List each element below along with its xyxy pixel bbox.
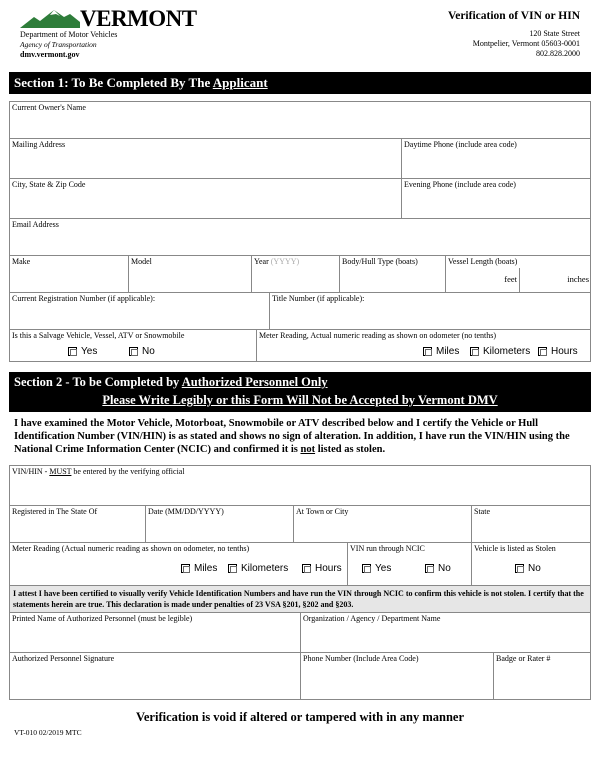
organization-field[interactable]: [300, 612, 591, 653]
meter-reading-field[interactable]: [256, 329, 591, 362]
salvage-no-checkbox[interactable]: No: [129, 346, 155, 357]
registered-state-field[interactable]: [9, 505, 146, 543]
checkbox-icon: [515, 564, 524, 573]
salvage-yes-checkbox[interactable]: Yes: [68, 346, 97, 357]
field-label: Organization / Agency / Department Name: [303, 614, 441, 623]
field-label: Body/Hull Type (boats): [342, 257, 418, 266]
checkbox-icon: [302, 564, 311, 573]
field-label: Registered in The State Of: [12, 507, 98, 516]
field-label: Phone Number (Include Area Code): [303, 654, 419, 663]
year-format-hint: (YYYY): [270, 257, 300, 266]
field-label: Evening Phone (include area code): [404, 180, 516, 189]
field-label: Current Owner's Name: [12, 103, 86, 112]
field-label: State: [474, 507, 490, 516]
field-label: Printed Name of Authorized Personnel (must be legible): [12, 614, 193, 623]
mailing-address-field[interactable]: [9, 138, 402, 179]
website-link[interactable]: dmv.vermont.gov: [20, 50, 80, 59]
section-1-header: [9, 72, 591, 94]
field-label: VIN run through NCIC: [350, 544, 425, 553]
field-label: Date (MM/DD/YYYY): [148, 507, 224, 516]
ncic-yes-checkbox[interactable]: Yes: [362, 563, 391, 574]
field-label: Current Registration Number (if applicable):: [12, 294, 156, 303]
section-1-title: Section 1: To Be Completed By The: [14, 75, 213, 90]
field-label: Meter Reading, Actual numeric reading as shown on odometer (no tenths): [259, 331, 497, 340]
field-label: VIN/HIN - MUST be entered by the verifying official: [12, 467, 185, 476]
header-phone: 802.828.2000: [536, 49, 580, 58]
field-label: City, State & Zip Code: [12, 180, 86, 189]
field-label: Meter Reading (Actual numeric reading as shown on odometer, no tenths): [12, 544, 250, 553]
vermont-mountain-logo-icon: [20, 8, 80, 28]
field-label: Daytime Phone (include area code): [404, 140, 517, 149]
printed-name-field[interactable]: [9, 612, 301, 653]
declaration-not-emphasis: not: [300, 444, 316, 455]
meter-hours-checkbox[interactable]: Hours: [538, 346, 578, 357]
inspection-declaration: I have examined the Motor Vehicle, Motorboat, Snowmobile or ATV described below and I certify the Vehicle or Hull Identification Number (VIN/HIN) is as stated and shows no sign of alteration. In addition, I have run the VIN/HIN using the National Crime Information Center (NCIC) and confirmed it is not listed as stolen.: [14, 418, 570, 455]
vessel-length-inches-input[interactable]: [519, 268, 591, 292]
stolen-no-checkbox[interactable]: No: [515, 563, 541, 574]
model-field[interactable]: [128, 255, 252, 293]
address-line-2: Montpelier, Vermont 05603-0001: [472, 39, 580, 48]
field-label: Email Address: [12, 220, 59, 229]
section-1-title-emphasis: Applicant: [212, 75, 268, 90]
meter-kilometers-checkbox[interactable]: Kilometers: [470, 346, 530, 357]
body-hull-type-field[interactable]: [339, 255, 446, 293]
field-label: Vessel Length (boats): [448, 257, 518, 266]
phone-number-field[interactable]: [300, 652, 494, 700]
s2-meter-reading-field[interactable]: [9, 542, 348, 586]
s2-kilometers-checkbox[interactable]: Kilometers: [228, 563, 288, 574]
checkbox-icon: [538, 347, 547, 356]
meter-miles-checkbox[interactable]: Miles: [423, 346, 459, 357]
field-label: Mailing Address: [12, 140, 66, 149]
vessel-length-feet-input[interactable]: [446, 268, 519, 292]
checkbox-icon: [470, 347, 479, 356]
badge-rater-field[interactable]: [493, 652, 591, 700]
section-2-title-emphasis: Authorized Personnel Only: [181, 375, 328, 389]
listed-stolen-field: [471, 542, 591, 586]
daytime-phone-field[interactable]: [401, 138, 591, 179]
form-header: [0, 0, 600, 70]
section-2-title: Section 2 - To be Completed by Authorized Personnel Only: [14, 375, 328, 389]
field-label: Year (YYYY): [254, 257, 300, 266]
agency-name: Agency of Transportation: [20, 40, 97, 49]
vessel-length-field: [445, 255, 591, 293]
checkbox-icon: [181, 564, 190, 573]
attestation-statement: I attest I have been certified to visually verify Vehicle Identification Numbers and have run the VIN through NCIC to confirm this vehicle is not stolen. I certify that the statements herein are true. This declaration is made under penalties of 23 VSA §201, §202 and §203.: [9, 585, 591, 613]
logo-wordmark: VERMONT: [80, 6, 197, 31]
email-address-field[interactable]: [9, 218, 591, 256]
s2-hours-checkbox[interactable]: Hours: [302, 563, 342, 574]
department-name: Department of Motor Vehicles: [20, 30, 118, 39]
field-label: Vehicle is listed as Stolen: [474, 544, 556, 553]
field-label: At Town or City: [296, 507, 349, 516]
checkbox-icon: [129, 347, 138, 356]
field-label: Is this a Salvage Vehicle, Vessel, ATV or Snowmobile: [12, 331, 185, 340]
salvage-question-field: [9, 329, 257, 362]
checkbox-icon: [68, 347, 77, 356]
checkbox-icon: [425, 564, 434, 573]
current-registration-number-field[interactable]: [9, 292, 270, 330]
field-label: Make: [12, 257, 31, 266]
form-number: VT-010 02/2019 MTC: [14, 728, 82, 737]
checkbox-icon: [423, 347, 432, 356]
evening-phone-field[interactable]: [401, 178, 591, 219]
s2-miles-checkbox[interactable]: Miles: [181, 563, 217, 574]
town-city-field[interactable]: [293, 505, 472, 543]
ncic-no-checkbox[interactable]: No: [425, 563, 451, 574]
field-label: Model: [131, 257, 152, 266]
title-number-field[interactable]: [269, 292, 591, 330]
form-title: Verification of VIN or HIN: [447, 10, 580, 22]
field-label: Badge or Rater #: [496, 654, 551, 663]
year-field[interactable]: [251, 255, 340, 293]
state-field[interactable]: [471, 505, 591, 543]
field-label: Authorized Personnel Signature: [12, 654, 115, 663]
void-notice: Verification is void if altered or tampered with in any manner: [136, 710, 464, 724]
checkbox-icon: [362, 564, 371, 573]
city-state-zip-field[interactable]: [9, 178, 402, 219]
current-owner-name-field[interactable]: [9, 101, 591, 139]
make-field[interactable]: [9, 255, 129, 293]
date-field[interactable]: [145, 505, 294, 543]
vin-hin-field[interactable]: [9, 465, 591, 506]
checkbox-icon: [228, 564, 237, 573]
field-label: Title Number (if applicable):: [272, 294, 365, 303]
feet-unit: feet: [504, 274, 517, 284]
inches-unit: inches: [567, 274, 589, 284]
signature-field[interactable]: [9, 652, 301, 700]
legibility-warning: Please Write Legibly or this Form Will Not be Accepted by Vermont DMV: [102, 393, 498, 407]
address-line-1: 120 State Street: [529, 29, 580, 38]
section-2-header: [9, 372, 591, 412]
vin-ncic-field: [347, 542, 472, 586]
